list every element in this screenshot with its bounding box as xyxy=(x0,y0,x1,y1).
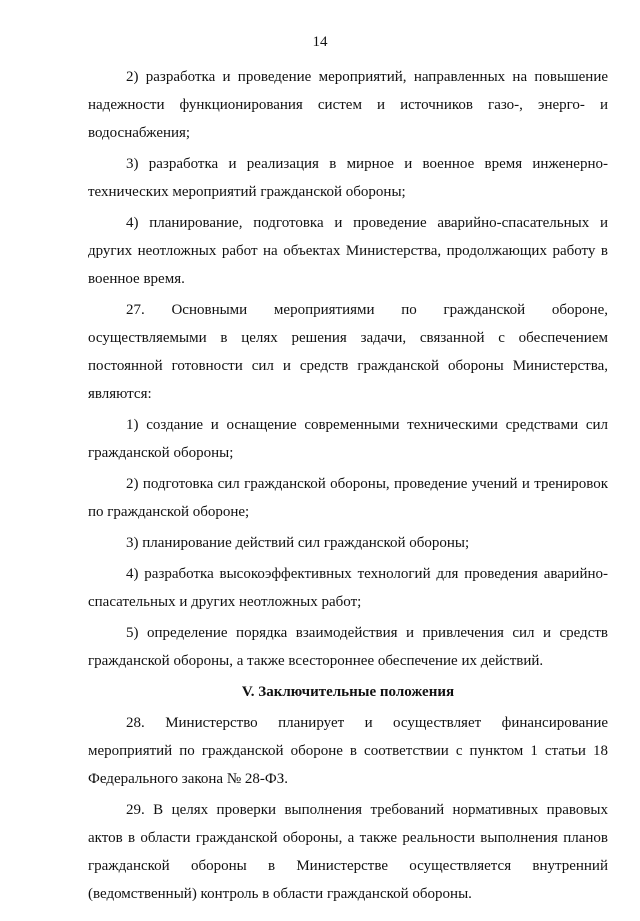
paragraph-clause-27: 27. Основными мероприятиями по гражданской обороне, осуществляемыми в целях решения задачи, связанной с обеспечением постоянной готовности сил и средств гражданской обороны Министерства, являются: xyxy=(88,302,608,402)
paragraph-clause-29: 29. В целях проверки выполнения требований нормативных правовых актов в области гражданской обороны, а также реальности выполнения планов гражданской обороны в Министерстве осуществляется внутренний (ведомственный) контроль в области гражданской обороны. xyxy=(88,802,608,902)
paragraph-measure-4: 4) разработка высокоэффективных технологий для проведения аварийно-спасательных и других неотложных работ; xyxy=(88,566,608,610)
document-body xyxy=(88,63,608,911)
paragraph-item-3: 3) разработка и реализация в мирное и военное время инженерно-технических мероприятий гражданской обороны; xyxy=(88,156,608,200)
section-heading: V. Заключительные положения xyxy=(241,684,455,700)
page-number: 14 xyxy=(312,34,328,50)
paragraph-measure-3: 3) планирование действий сил гражданской обороны; xyxy=(126,535,470,551)
paragraph-item-4: 4) планирование, подготовка и проведение аварийно-спасательных и других неотложных работ на объектах Министерства, продолжающих работу в военное время. xyxy=(88,215,608,287)
paragraph-item-2: 2) разработка и проведение мероприятий, направленных на повышение надежности функционирования систем и источников газо-, энерго- и водоснабжения; xyxy=(88,69,608,141)
paragraph-measure-5: 5) определение порядка взаимодействия и привлечения сил и средств гражданской обороны, а также всестороннее обеспечение их действий. xyxy=(88,625,608,669)
paragraph-clause-28: 28. Министерство планирует и осуществляет финансирование мероприятий по гражданской обороне в соответствии с пунктом 1 статьи 18 Федерального закона № 28-ФЗ. xyxy=(88,715,608,787)
paragraph-measure-2: 2) подготовка сил гражданской обороны, проведение учений и тренировок по гражданской обороне; xyxy=(88,476,608,520)
paragraph-measure-1: 1) создание и оснащение современными техническими средствами сил гражданской обороны; xyxy=(88,417,608,461)
